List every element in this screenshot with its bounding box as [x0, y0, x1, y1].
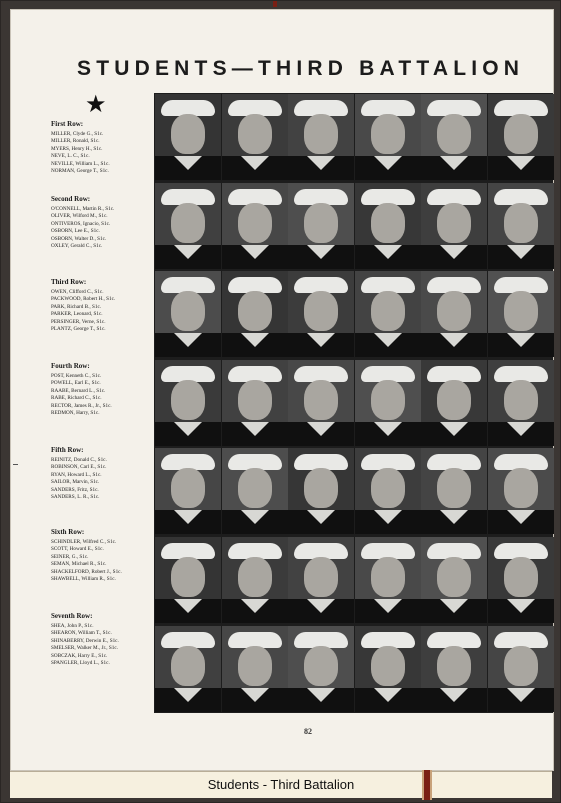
- uniform-collar: [174, 599, 202, 613]
- portrait-face: [238, 380, 272, 420]
- uniform-collar: [507, 422, 535, 436]
- student-name: SHEARON, William T., S1c.: [51, 630, 112, 637]
- student-photo: [155, 183, 221, 269]
- student-photo: [222, 626, 288, 712]
- student-name: OSBORN, Lee E., S1c.: [51, 228, 100, 235]
- page-title: STUDENTS—THIRD BATTALION: [77, 57, 525, 80]
- portrait-face: [238, 557, 272, 597]
- student-name: POST, Kenneth C., S1c.: [51, 373, 102, 379]
- caption-bar: [10, 771, 552, 798]
- row-heading: Seventh Row:: [51, 612, 93, 620]
- portrait-face: [171, 646, 205, 686]
- student-photo: [222, 94, 288, 180]
- student-photo: [155, 537, 221, 623]
- student-photo: [288, 94, 354, 180]
- student-photo: [488, 360, 554, 446]
- row-heading: Third Row:: [51, 278, 87, 286]
- uniform-collar: [507, 245, 535, 259]
- row-heading: Second Row:: [51, 195, 91, 203]
- uniform-collar: [374, 688, 402, 702]
- portrait-face: [437, 203, 471, 243]
- student-photo: [222, 271, 288, 357]
- student-name: SCHINDLER, Wilfred C., S1c.: [51, 539, 117, 545]
- uniform-collar: [440, 599, 468, 613]
- uniform-collar: [307, 156, 335, 170]
- uniform-collar: [507, 688, 535, 702]
- student-name: SAILOR, Marvin, S1c.: [51, 479, 100, 486]
- portrait-face: [371, 380, 405, 420]
- student-name: PACKWOOD, Robert H., S1c.: [51, 296, 116, 303]
- portrait-face: [437, 380, 471, 420]
- student-photo: [488, 94, 554, 180]
- student-name: RABE, Richard C., S1c.: [51, 395, 102, 402]
- portrait-face: [437, 646, 471, 686]
- student-photo: [288, 360, 354, 446]
- roster-row-3: [51, 278, 153, 333]
- student-name: OXLEY, Gerald C., S1c.: [51, 243, 103, 250]
- student-name: SEINER, G., S1c.: [51, 553, 89, 560]
- portrait-face: [371, 468, 405, 508]
- bookmark-ribbon: [422, 770, 432, 800]
- roster-row-4: [51, 362, 153, 417]
- student-name: NEVE, L. C., S1c.: [51, 153, 90, 160]
- roster-row-7: [51, 612, 153, 667]
- uniform-collar: [241, 245, 269, 259]
- student-photo: [222, 537, 288, 623]
- student-name: RECTOR, James R., Jr., S1c.: [51, 402, 112, 409]
- student-name: SHAWBELL, William R., S1c.: [51, 576, 116, 583]
- student-photo: [222, 360, 288, 446]
- uniform-collar: [440, 156, 468, 170]
- portrait-face: [371, 114, 405, 154]
- student-name: SMELSER, Walker M., Jr., S1c.: [51, 645, 118, 652]
- student-photo: [355, 626, 421, 712]
- uniform-collar: [241, 333, 269, 347]
- student-photo: [222, 183, 288, 269]
- portrait-face: [437, 114, 471, 154]
- portrait-face: [504, 380, 538, 420]
- student-name: PLANTZ, George T., S1c.: [51, 326, 106, 333]
- portrait-face: [238, 114, 272, 154]
- student-name: SANDERS, L. R., S1c.: [51, 494, 100, 501]
- student-name: ROBINSON, Carl E., S1c.: [51, 464, 107, 471]
- student-name: PARKER, Leonard, S1c.: [51, 311, 103, 318]
- portrait-face: [171, 114, 205, 154]
- caption-text: Students - Third Battalion: [207, 777, 355, 792]
- portrait-face: [371, 646, 405, 686]
- portrait-face: [504, 468, 538, 508]
- bookmark-tab: [273, 1, 277, 7]
- student-photo: [421, 626, 487, 712]
- portrait-face: [504, 203, 538, 243]
- student-photo: [155, 448, 221, 534]
- portrait-face: [304, 380, 338, 420]
- uniform-collar: [374, 333, 402, 347]
- portrait-face: [304, 557, 338, 597]
- portrait-face: [371, 557, 405, 597]
- uniform-collar: [307, 333, 335, 347]
- student-photo: [488, 448, 554, 534]
- row-heading: Sixth Row:: [51, 528, 85, 536]
- uniform-collar: [241, 599, 269, 613]
- uniform-collar: [440, 422, 468, 436]
- student-photo: [355, 183, 421, 269]
- uniform-collar: [374, 599, 402, 613]
- student-name: RAABE, Bernard L., S1c.: [51, 387, 106, 394]
- roster-row-6: [51, 528, 153, 583]
- student-name: REDMON, Harry, S1c.: [51, 410, 100, 417]
- portrait-face: [437, 468, 471, 508]
- portrait-face: [504, 557, 538, 597]
- portrait-face: [171, 291, 205, 331]
- student-name: PARK, Richard B., S1c.: [51, 303, 102, 310]
- student-name: O'CONNELL, Martin R., S1c.: [51, 206, 115, 212]
- uniform-collar: [440, 245, 468, 259]
- roster-row-5: [51, 446, 153, 501]
- uniform-collar: [440, 510, 468, 524]
- student-photo: [288, 626, 354, 712]
- portrait-face: [171, 203, 205, 243]
- portrait-face: [238, 646, 272, 686]
- uniform-collar: [374, 422, 402, 436]
- student-name: OLIVER, Wilford M., S1c.: [51, 213, 108, 220]
- student-photo: [488, 271, 554, 357]
- uniform-collar: [241, 422, 269, 436]
- student-name: SHEA, John P., S1c.: [51, 623, 94, 629]
- student-photo: [421, 271, 487, 357]
- student-photo: [222, 448, 288, 534]
- student-photo: [155, 271, 221, 357]
- student-photo: [355, 537, 421, 623]
- uniform-collar: [241, 156, 269, 170]
- portrait-face: [304, 291, 338, 331]
- uniform-collar: [174, 510, 202, 524]
- student-photo: [288, 537, 354, 623]
- student-name: OWEN, Clifford C., S1c.: [51, 289, 104, 295]
- uniform-collar: [507, 599, 535, 613]
- student-name: MYERS, Henry H., S1c.: [51, 145, 103, 152]
- portrait-face: [304, 203, 338, 243]
- student-name: SHACKELFORD, Robert J., S1c.: [51, 568, 122, 575]
- uniform-collar: [241, 510, 269, 524]
- student-name: SOBCZAK, Harry E., S1c.: [51, 652, 108, 659]
- portrait-face: [238, 291, 272, 331]
- portrait-face: [304, 114, 338, 154]
- student-photo: [355, 94, 421, 180]
- portrait-face: [371, 203, 405, 243]
- student-name: NEVILLE, William L., S1c.: [51, 160, 110, 167]
- student-photo: [488, 183, 554, 269]
- page-number: 82: [304, 727, 312, 736]
- uniform-collar: [174, 245, 202, 259]
- uniform-collar: [307, 599, 335, 613]
- student-name: SEMAN, Michael R., S1c.: [51, 561, 107, 568]
- student-photo: [488, 537, 554, 623]
- uniform-collar: [374, 156, 402, 170]
- row-heading: Fifth Row:: [51, 446, 84, 454]
- student-name: SHINABERRY, Derwin E., S1c.: [51, 637, 119, 644]
- portrait-face: [504, 291, 538, 331]
- student-name: POWELL, Earl E., S1c.: [51, 380, 101, 387]
- uniform-collar: [307, 510, 335, 524]
- photo-grid: [154, 93, 553, 713]
- student-photo: [355, 448, 421, 534]
- portrait-face: [171, 468, 205, 508]
- portrait-face: [437, 557, 471, 597]
- portrait-face: [238, 468, 272, 508]
- uniform-collar: [174, 156, 202, 170]
- student-name: SCOTT, Howard E., S1c.: [51, 546, 104, 553]
- student-name: ONTIVEROS, Ignacio, S1c.: [51, 220, 111, 227]
- star-icon: ★: [85, 92, 107, 118]
- student-photo: [355, 271, 421, 357]
- student-photo: [421, 183, 487, 269]
- student-name: PERSINGER, Verne, S1c.: [51, 318, 106, 325]
- student-name: REINITZ, Donald C., S1c.: [51, 457, 107, 463]
- uniform-collar: [440, 688, 468, 702]
- roster-row-2: [51, 195, 153, 250]
- uniform-collar: [174, 333, 202, 347]
- uniform-collar: [307, 688, 335, 702]
- portrait-face: [304, 468, 338, 508]
- student-name: OSBORN, Walter D., S1c.: [51, 235, 107, 242]
- uniform-collar: [507, 510, 535, 524]
- student-name: RYAN, Howard L., S1c.: [51, 471, 102, 478]
- row-heading: First Row:: [51, 120, 84, 128]
- portrait-face: [504, 114, 538, 154]
- student-photo: [421, 537, 487, 623]
- student-photo: [155, 94, 221, 180]
- student-name: SPANGLER, Lloyd L., S1c.: [51, 660, 110, 667]
- portrait-face: [504, 646, 538, 686]
- uniform-collar: [374, 245, 402, 259]
- student-photo: [421, 94, 487, 180]
- uniform-collar: [374, 510, 402, 524]
- student-name: MILLER, Ronald, S1c.: [51, 138, 100, 145]
- student-photo: [421, 360, 487, 446]
- row-heading: Fourth Row:: [51, 362, 90, 370]
- uniform-collar: [174, 688, 202, 702]
- yearbook-page: [10, 9, 554, 771]
- uniform-collar: [241, 688, 269, 702]
- portrait-face: [171, 557, 205, 597]
- uniform-collar: [307, 422, 335, 436]
- uniform-collar: [307, 245, 335, 259]
- portrait-face: [304, 646, 338, 686]
- student-photo: [288, 271, 354, 357]
- student-name: SANDERS, Fritz, S1c.: [51, 486, 99, 493]
- uniform-collar: [174, 422, 202, 436]
- portrait-face: [238, 203, 272, 243]
- roster-row-1: [51, 120, 153, 175]
- uniform-collar: [507, 333, 535, 347]
- student-name: MILLER, Clyde G., S1c.: [51, 131, 104, 137]
- student-photo: [421, 448, 487, 534]
- student-photo: [288, 183, 354, 269]
- margin-mark: [13, 464, 18, 465]
- student-photo: [155, 626, 221, 712]
- portrait-face: [371, 291, 405, 331]
- uniform-collar: [440, 333, 468, 347]
- student-photo: [155, 360, 221, 446]
- portrait-face: [437, 291, 471, 331]
- uniform-collar: [507, 156, 535, 170]
- student-photo: [288, 448, 354, 534]
- student-photo: [488, 626, 554, 712]
- student-photo: [355, 360, 421, 446]
- portrait-face: [171, 380, 205, 420]
- student-name: NORMAN, George T., S1c.: [51, 168, 109, 175]
